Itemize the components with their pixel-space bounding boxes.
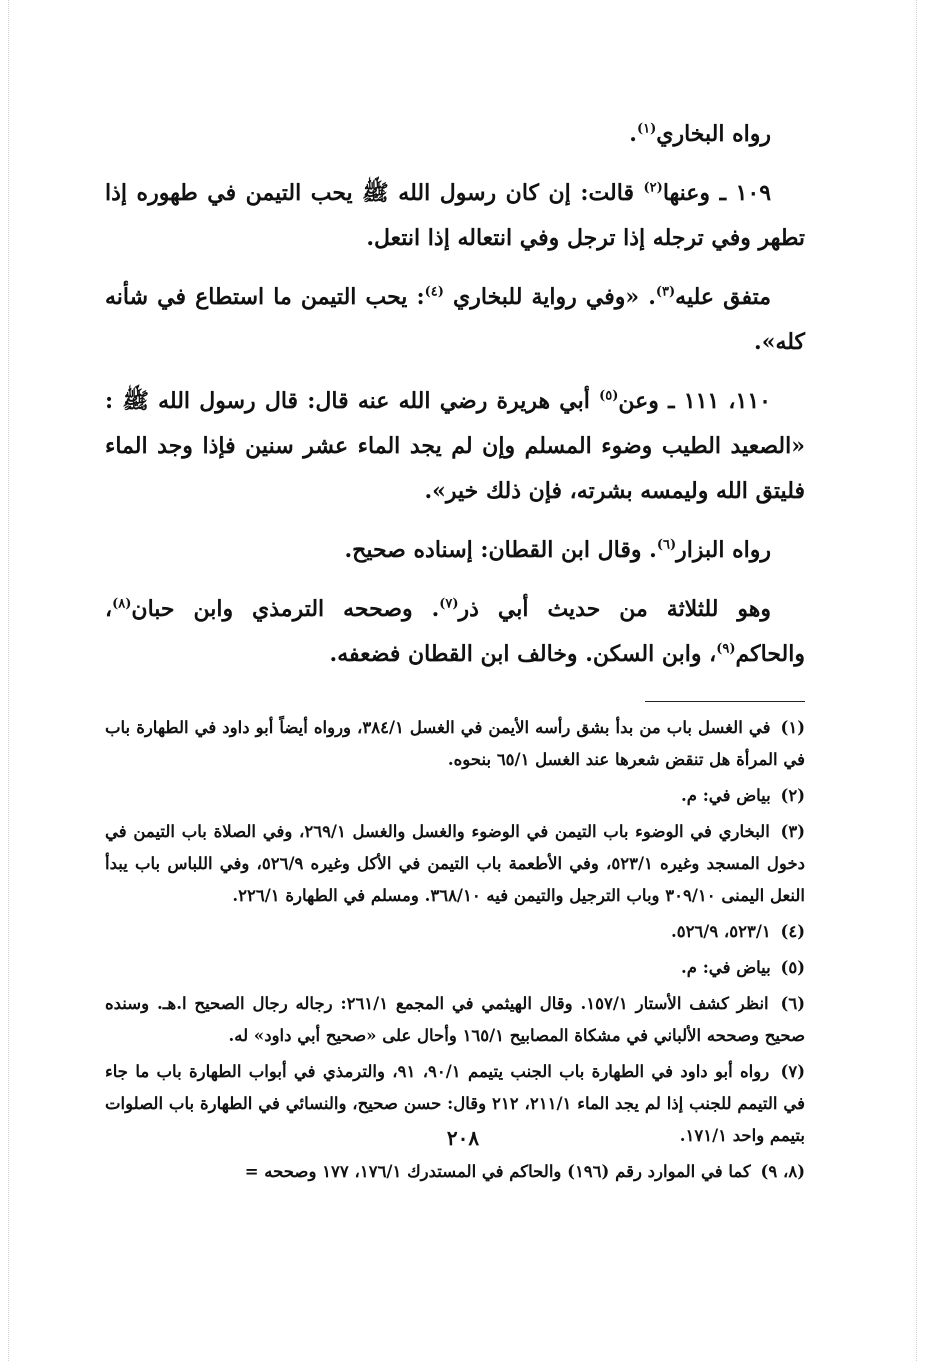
footnote-ref: (٢)	[643, 180, 663, 196]
main-text	[105, 112, 805, 677]
footnote-number: (٢)	[780, 786, 805, 805]
paragraph-text: رواه البزار	[676, 537, 771, 563]
footnote-text: ٥٢٣/١، ٥٢٦/٩.	[670, 922, 777, 941]
footnote-number: (٦)	[780, 994, 805, 1013]
paragraph-text: . وقال ابن القطان: إسناده صحيح.	[344, 537, 657, 563]
paragraph-text: ، وابن السكن. وخالف ابن القطان فضعفه.	[329, 641, 717, 667]
paragraph-text: . «وفي رواية للبخاري	[443, 284, 656, 310]
paragraph-text: رواه البخاري	[656, 121, 771, 147]
paragraph-text: : يحب التيمن ما استطاع في شأنه كله».	[105, 284, 805, 355]
footnote-2	[105, 780, 805, 812]
paragraph-4	[105, 379, 805, 514]
paragraph-3	[105, 275, 805, 365]
footnote-ref: (١)	[636, 121, 657, 137]
footnote-ref: (٧)	[439, 596, 459, 612]
paragraph-1	[105, 112, 805, 157]
footnote-ref: (٤)	[424, 284, 444, 300]
paragraph-text: أبي هريرة رضي الله عنه قال: قال رسول الله ﷺ : «الصعيد الطيب وضوء المسلم وإن لم يجد الماء عشر سنين فإذا وجد الماء فليتق الله وليمسه بشرته، فإن ذلك خير».	[105, 388, 805, 504]
paragraph-text: ١٠٩ ـ وعنها	[662, 180, 772, 206]
footnote-number: (٨، ٩)	[760, 1162, 805, 1181]
footnote-8	[105, 1156, 805, 1188]
paragraph-text: .	[629, 121, 637, 147]
footnote-ref: (٨)	[112, 596, 132, 612]
footnote-3	[105, 816, 805, 912]
footnote-text: كما في الموارد رقم (١٩٦) والحاكم في المستدرك ١٧٦/١، ١٧٧ وصححه =	[244, 1162, 757, 1181]
footnote-number: (٣)	[780, 822, 805, 841]
paragraph-text: وهو للثلاثة من حديث أبي ذر	[458, 596, 771, 622]
page-edge-right	[916, 0, 917, 1361]
paragraph-text: قالت: إن كان رسول الله ﷺ يحب التيمن في طهوره إذا تطهر وفي ترجله إذا ترجل وفي انتعاله إذا انتعل.	[105, 180, 805, 251]
footnote-ref: (٩)	[716, 641, 736, 657]
footnote-5	[105, 952, 805, 984]
footnote-number: (٤)	[780, 922, 805, 941]
paragraph-text: ، والحاكم	[105, 596, 805, 667]
footnote-number: (١)	[780, 718, 805, 737]
paragraph-text: متفق عليه	[675, 284, 771, 310]
page-number: ٢٠٨	[446, 1126, 480, 1150]
paragraph-6	[105, 587, 805, 677]
footnote-separator	[645, 701, 805, 702]
footnote-text: في الغسل باب من بدأ بشق رأسه الأيمن في الغسل ٣٨٤/١، ورواه أيضاً أبو داود في الطهارة باب في المرأة هل تنقض شعرها عند الغسل ٦٥/١ بنحوه.	[105, 718, 805, 769]
footnotes	[105, 712, 805, 1188]
footnote-number: (٥)	[780, 958, 805, 977]
footnote-text: انظر كشف الأستار ١٥٧/١. وقال الهيثمي في المجمع ٢٦١/١: رجاله رجال الصحيح ا.هـ. وسنده صحيح وصححه الألباني في مشكاة المصابيح ١٦٥/١ وأحال على «صحيح أبي داود» له.	[105, 994, 805, 1045]
footnote-1	[105, 712, 805, 776]
footnote-text: رواه أبو داود في الطهارة باب الجنب يتيمم ٩٠/١، ٩١، والترمذي في أبواب الطهارة باب ما جاء في التيمم للجنب إذا لم يجد الماء ٢١١/١، ٢١٢ وقال: حسن صحيح، والنسائي في الطهارة باب الصلوات بتيمم واحد ١٧١/١.	[105, 1062, 805, 1145]
paragraph-5	[105, 528, 805, 573]
footnote-4	[105, 916, 805, 948]
footnote-ref: (٥)	[599, 388, 619, 404]
footnote-6	[105, 988, 805, 1052]
paragraph-text: . وصححه الترمذي وابن حبان	[131, 596, 440, 622]
footnote-text: بياض في: م.	[681, 958, 777, 977]
paragraph-text: ١١٠، ١١١ ـ وعن	[618, 388, 771, 414]
page-edge-left	[8, 0, 9, 1361]
document-page	[105, 112, 805, 1272]
footnote-ref: (٦)	[656, 537, 677, 553]
footnote-text: البخاري في الوضوء باب التيمن في الوضوء والغسل والغسل ٢٦٩/١، وفي الصلاة باب التيمن في دخول المسجد وغيره ٥٢٣/١، وفي الأطعمة باب التيمن في الأكل وغيره ٥٢٦/٩، وفي اللباس باب يبدأ النعل اليمنى ٣٠٩/١٠ وباب الترجيل والتيمن فيه ٣٦٨/١٠. ومسلم في الطهارة ٢٢٦/١.	[105, 822, 805, 905]
footnote-number: (٧)	[780, 1062, 806, 1081]
paragraph-2	[105, 171, 805, 261]
footnote-ref: (٣)	[655, 284, 676, 300]
footnote-text: بياض في: م.	[681, 786, 777, 805]
